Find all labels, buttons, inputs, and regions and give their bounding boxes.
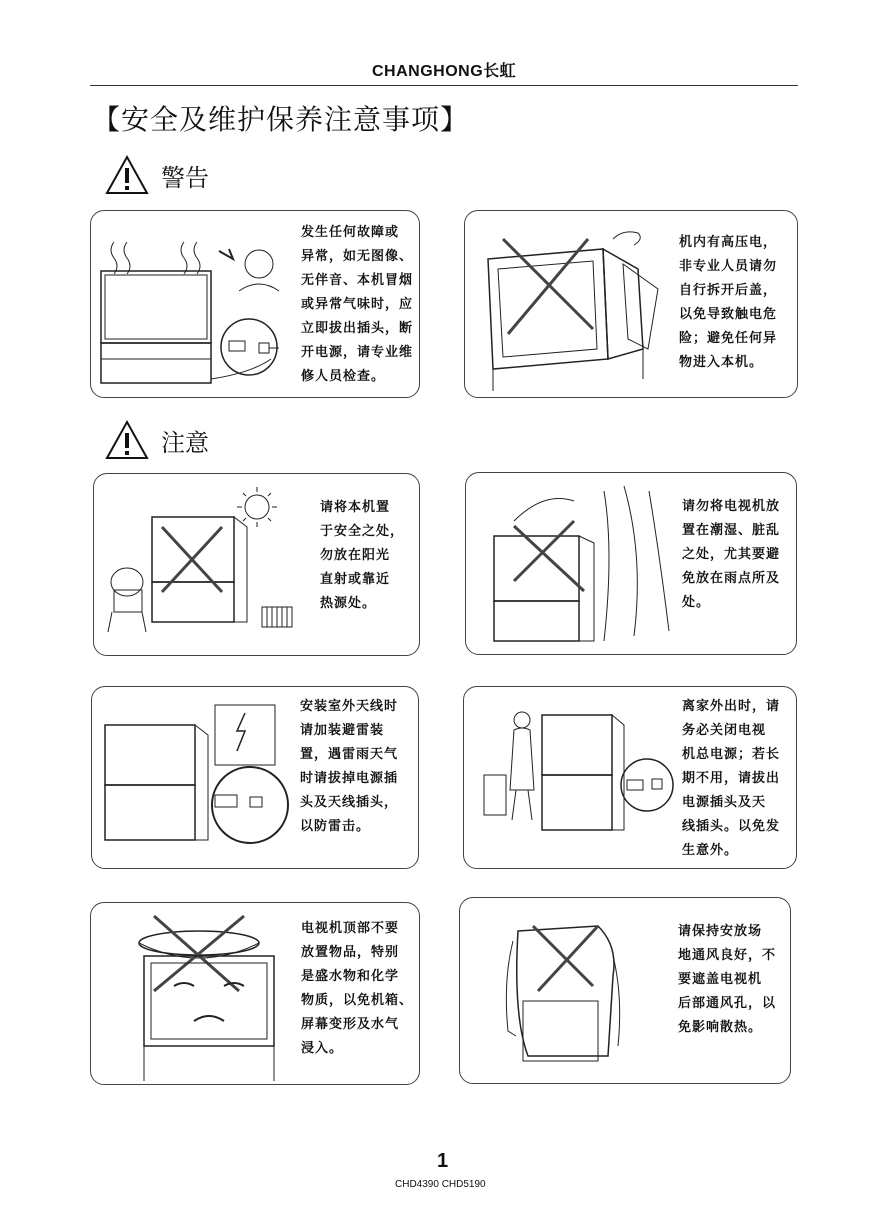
person-luggage-illustration — [472, 695, 672, 865]
panel-antenna-text: 安装室外天线时 请加装避雷装 置，遇雷雨天气 时请拔掉电源插 头及天线插头， 以防雷击。 — [300, 699, 399, 834]
tv-covered-illustration — [468, 906, 668, 1076]
warning-label: 警告 — [161, 163, 209, 192]
panel-top-objects-text: 电视机顶部不要 放置物品，特别 是盛水物和化学 物质，以免机箱、 屏幕变形及水气 浸入。 — [301, 921, 414, 1056]
panel-placement-text: 请将本机置 于安全之处， 勿放在阳光 直射或靠近 热源处。 — [320, 500, 405, 611]
panel-humidity — [465, 472, 797, 655]
panel-top-objects — [90, 902, 420, 1085]
panel-ventilation-text: 请保持安放场 地通风良好，不 要遮盖电视机 后部通风孔，以 免影响散热。 — [678, 924, 777, 1035]
caution-label: 注意 — [161, 428, 209, 457]
tv-smoke-illustration — [99, 219, 299, 391]
warning-triangle-icon — [105, 155, 149, 195]
warning-triangle-icon — [105, 420, 149, 460]
brand-logo: CHANGHONG长虹 — [372, 63, 517, 80]
model-numbers: CHD4390 CHD5190 — [395, 1179, 486, 1190]
tv-sun-heater-illustration — [102, 482, 312, 652]
tv-window-rain-illustration — [474, 481, 674, 651]
panel-placement — [93, 473, 420, 656]
panel-high-voltage-text: 机内有高压电， 非专业人员请勿 自行拆开后盖， 以免导致触电危 险；避免任何异 物进入本机。 — [679, 235, 778, 370]
panel-away-text: 离家外出时，请 务必关闭电视 机总电源；若长 期不用，请拔出 电源插头及天 线插头。以免发 生意外。 — [682, 699, 781, 858]
caution-heading — [105, 420, 209, 460]
tv-lightning-illustration — [100, 695, 300, 865]
panel-away — [463, 686, 797, 869]
panel-malfunction-text: 发生任何故障或 异常，如无图像、 无伴音、本机冒烟 或异常气味时，应 立即拔出插头，断 开电源，请专业维 修人员检查。 — [301, 225, 414, 384]
panel-ventilation — [459, 897, 791, 1084]
panel-malfunction — [90, 210, 420, 398]
tv-open-back-illustration — [473, 219, 673, 391]
page-number: 1 — [437, 1150, 449, 1172]
header-rule — [90, 85, 798, 86]
panel-humidity-text: 请勿将电视机放 置在潮湿、脏乱 之处，尤其要避 免放在雨点所及 处。 — [682, 499, 781, 610]
panel-antenna — [91, 686, 419, 869]
tv-bowl-illustration — [99, 911, 299, 1081]
panel-high-voltage — [464, 210, 798, 398]
page-title: 【安全及维护保养注意事项】 — [92, 103, 470, 136]
warning-heading — [105, 155, 209, 195]
